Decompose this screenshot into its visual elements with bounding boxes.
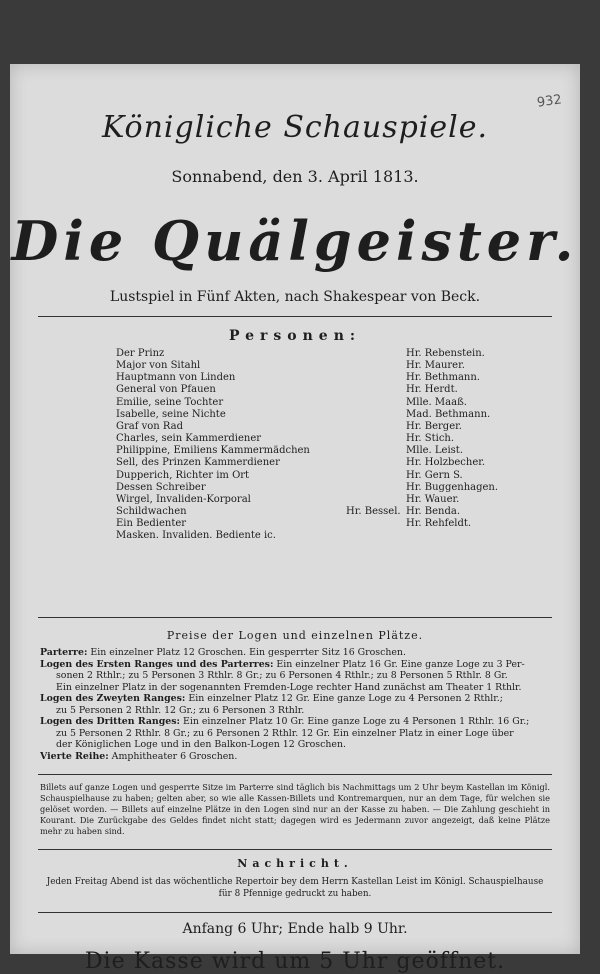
cast-row — [116, 445, 496, 457]
cast-role: Charles, sein Kammerdiener — [116, 433, 262, 445]
playbill-sheet — [10, 64, 580, 974]
cast-role: Ein Bedienter — [116, 518, 187, 530]
cast-actor: Hr. Buggenhagen. — [406, 481, 499, 493]
ticket-notice: Billets auf ganze Logen und gesperrte Sitze im Parterre sind täglich bis Nachmittags um 2 Uhr beym Kastellan im Königl. Schauspielhause zu haben; gelten aber, so wie alle Kassen-Billets und Kontremarquen, nur an dem Tage, für welchen sie gelöset worden. — Billets auf einzelne Plätze in den Logen sind nur an der Kasse zu haben. — Die Zahlung geschieht in Kourant. Die Zurückgabe des Geldes findet nicht statt; dagegen wird es Jedermann zuvor angezeigt, daß keine Plätze mehr zu haben sind. — [40, 782, 550, 836]
price-category: Logen des Dritten Ranges: — [40, 716, 180, 727]
cast-actor: Hr. Stich. — [406, 433, 455, 445]
cast-actor — [406, 530, 496, 542]
cast-mid — [346, 482, 406, 494]
cast-role: General von Pfauen — [116, 384, 216, 396]
show-times: Anfang 6 Uhr; Ende halb 9 Uhr. — [182, 921, 408, 937]
price-details: Amphitheater 6 Groschen. — [108, 750, 238, 762]
cast-role: Graf von Rad — [116, 420, 184, 432]
cast-row — [116, 348, 496, 360]
cast-row — [116, 506, 496, 518]
cast-role: Major von Sitahl — [116, 360, 201, 372]
cast-row — [116, 457, 496, 469]
cast-mid — [346, 421, 406, 433]
cast-actor: Hr. Rebenstein. — [406, 348, 485, 359]
cast-row — [116, 494, 496, 506]
theater-name: Königliche Schauspiele. — [101, 110, 489, 145]
price-line — [40, 670, 552, 682]
cast-actor: Hr. Maurer. — [406, 360, 465, 372]
cast-actor: Hr. Holzbecher. — [406, 457, 486, 469]
cast-mid — [346, 348, 406, 360]
cast-heading: Personen: — [228, 328, 362, 344]
cast-row — [116, 360, 496, 372]
cast-mid — [346, 433, 406, 445]
price-details: der Königlichen Loge und in den Balkon-Logen 12 Groschen. — [56, 739, 346, 750]
cast-role: Isabelle, seine Nichte — [116, 408, 226, 420]
price-category: Vierte Reihe: — [40, 750, 109, 762]
divider — [38, 617, 552, 618]
cast-actor: Hr. Berger. — [406, 420, 462, 432]
cast-actor: Hr. Rehfeldt. — [406, 518, 472, 530]
cast-row — [116, 518, 496, 530]
cast-actor: Mlle. Maaß. — [406, 396, 467, 408]
cast-mid — [346, 409, 406, 421]
cast-role: Emilie, seine Tochter — [116, 396, 224, 408]
divider — [38, 912, 552, 913]
price-category: Parterre: — [40, 647, 88, 658]
announcement-text: Jeden Freitag Abend ist das wöchentliche Repertoir bey dem Herrn Kastellan Leist im Königl. Schauspielhause für 8 Pfennige gedruckt zu haben. — [46, 877, 544, 899]
price-line — [40, 659, 552, 671]
cast-mid — [346, 518, 406, 530]
cast-row — [116, 470, 496, 482]
play-subtitle: Lustspiel in Fünf Akten, nach Shakespear von Beck. — [109, 289, 481, 305]
price-details: zu 5 Personen 2 Rthlr. 8 Gr.; zu 6 Personen 2 Rthlr. 12 Gr. Ein einzelner Platz in einer Loge über — [56, 727, 514, 739]
price-list — [40, 647, 552, 762]
price-details: sonen 2 Rthlr.; zu 5 Personen 3 Rthlr. 8 Gr.; zu 6 Personen 4 Rthlr.; zu 8 Personen 5 Rthlr. 8 Gr. — [56, 670, 508, 681]
price-details: Ein einzelner Platz 12 Gr. Eine ganze Loge zu 4 Personen 2 Rthlr.; — [185, 693, 503, 704]
cast-mid — [346, 360, 406, 372]
price-category: Logen des Zweyten Ranges: — [40, 693, 186, 704]
cast-row — [116, 421, 496, 433]
cast-row — [116, 409, 496, 421]
announcement-heading: Nachricht. — [237, 857, 353, 870]
cast-mid — [346, 372, 406, 384]
price-details: Ein einzelner Platz 16 Gr. Eine ganze Loge zu 3 Per- — [273, 658, 525, 670]
divider — [38, 316, 552, 317]
performance-date: Sonnabend, den 3. April 1813. — [171, 167, 419, 186]
cast-actor: Hr. Gern S. — [406, 469, 463, 481]
cast-role: Schildwachen — [116, 506, 187, 518]
price-details: Ein einzelner Platz 10 Gr. Eine ganze Loge zu 4 Personen 1 Rthlr. 16 Gr.; — [180, 716, 530, 727]
cast-actor: Hr. Bethmann. — [406, 372, 480, 384]
cast-role: Dessen Schreiber — [116, 481, 206, 493]
price-details: Ein einzelner Platz 12 Groschen. Ein gesperrter Sitz 16 Groschen. — [87, 647, 406, 658]
cast-row — [116, 481, 499, 494]
cast-role: Sell, des Prinzen Kammerdiener — [116, 457, 280, 469]
price-details: Ein einzelner Platz in der sogenannten Fremden-Loge rechter Hand zunächst am Theater 1 Rthlr. — [56, 681, 522, 693]
price-line — [40, 716, 552, 728]
cast-mid — [346, 445, 406, 457]
prices-heading: Preise der Logen und einzelnen Plätze. — [166, 629, 424, 642]
price-line — [40, 682, 552, 694]
divider — [38, 774, 552, 775]
cast-mid — [346, 457, 406, 469]
cast-role: Philippine, Emiliens Kammermädchen — [116, 445, 310, 457]
price-line — [40, 705, 552, 717]
cast-mid — [346, 530, 406, 542]
cast-mid: Hr. Bessel. — [346, 506, 401, 518]
cast-row — [116, 372, 496, 384]
cast-actor: Hr. Herdt. — [406, 384, 458, 396]
cast-role: Hauptmann von Linden — [116, 372, 236, 384]
price-category: Logen des Ersten Ranges und des Parterres: — [40, 658, 274, 670]
cast-mid — [346, 384, 406, 396]
price-line — [40, 739, 552, 751]
cast-row — [116, 433, 496, 445]
cast-row — [116, 397, 496, 409]
cast-actor: Mad. Bethmann. — [406, 408, 491, 420]
price-line — [40, 728, 552, 740]
cast-role: Masken. Invaliden. Bediente ic. — [116, 530, 276, 542]
page-marker: 932 — [536, 92, 563, 111]
cast-list — [116, 348, 499, 543]
cast-mid — [346, 397, 406, 409]
cast-mid — [346, 494, 406, 506]
play-title: Die Quälgeister. — [11, 209, 579, 273]
box-office-opening: Die Kasse wird um 5 Uhr geöffnet. — [84, 949, 506, 974]
cast-actor: Hr. Wauer. — [406, 493, 460, 505]
cast-actor: Mlle. Leist. — [406, 445, 463, 457]
price-line — [40, 693, 552, 705]
price-details: zu 5 Personen 2 Rthlr. 12 Gr.; zu 6 Personen 3 Rthlr. — [56, 704, 305, 716]
cast-role: Dupperich, Richter im Ort — [116, 469, 250, 481]
cast-actor: Hr. Benda. — [406, 506, 461, 518]
price-line — [40, 751, 552, 763]
cast-row — [116, 384, 496, 396]
cast-mid — [346, 470, 406, 482]
cast-row — [116, 530, 496, 542]
price-line — [40, 647, 552, 659]
cast-role: Wirgel, Invaliden-Korporal — [116, 493, 251, 505]
cast-role: Der Prinz — [116, 348, 165, 359]
divider — [38, 849, 552, 850]
